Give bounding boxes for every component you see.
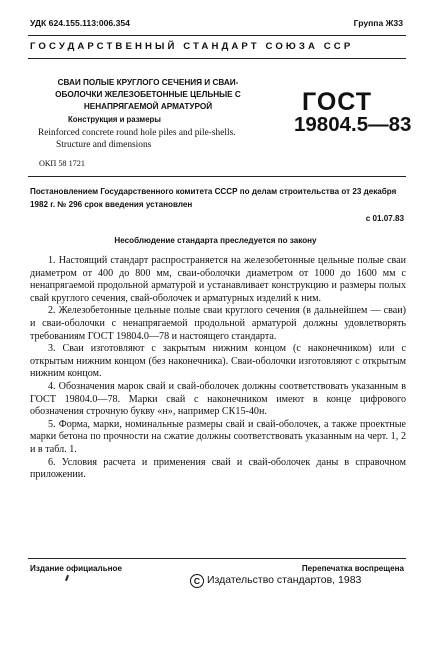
english-title-line-1: Reinforced concrete round hole piles and pile-shells. [38,128,236,138]
top-rule [28,35,406,36]
document-subtitle: Конструкция и размеры [68,115,161,124]
paragraph-3: 3. Сваи изготовляют с закрытым нижним концом (с наконечником) или с открытым нижним концом (без наконечника). Сваи-оболочки изготовляют с открытым нижним концом. [30,343,406,380]
body-text [30,255,406,482]
paragraph-1: 1. Настоящий стандарт распространяется на железобетонные цельные полые сваи диаметром от 400 до 800 мм, сваи-оболочки диаметром от 1000 до 1600 мм с ненапрягаемой продольной арматурой и устанавливает конструкцию и размеры полых свай круглого сечения, свай-оболочек и арматурных изделий к ним. [30,255,406,304]
group-code: Группа Ж33 [353,18,403,28]
paragraph-6: 6. Условия расчета и применения свай и свай-оболочек даны в справочном приложении. [30,456,406,481]
publisher-line [190,574,361,588]
paragraph-5: 5. Форма, марки, номинальные размеры свай и свай-оболочек, а также проектные марки бетона по прочности на сжатие должны соответствовать указанным на черт. 1, 2 и в табл. 1. [30,418,406,455]
gost-label: ГОСТ [302,88,372,116]
state-standard-heading: ГОСУДАРСТВЕННЫЙ СТАНДАРТ СОЮЗА ССР [30,41,354,52]
gost-number: 19804.5—83 [294,113,412,136]
official-edition-label: Издание официальное [30,564,122,573]
document-title: СВАИ ПОЛЫЕ КРУГЛОГО СЕЧЕНИЯ И СВАИ-ОБОЛОЧКИ ЖЕЛЕЗОБЕТОННЫЕ ЦЕЛЬНЫЕ С НЕНАПРЯГАЕМОЙ АРМАТУРОЙ [55,78,241,112]
reprint-notice: Перепечатка воспрещена [301,564,404,573]
effective-date: с 01.07.83 [365,214,404,223]
ink-mark [65,575,69,581]
english-title-line-2: Structure and dimensions [56,140,152,150]
udk-code: УДК 624.155.113:006.354 [30,18,130,28]
mid-rule [28,176,406,177]
english-title [38,127,278,151]
paragraph-4: 4. Обозначения марок свай и свай-оболочек должны соответствовать указанным в ГОСТ 19804.0—78. Марки свай с наконечником имеют в конце цифрового обозначения строчную букву «н», например СК15-40н. [30,380,406,418]
footer-rule [28,558,406,559]
decree-text: Постановлением Государственного комитета СССР по делам строительства от 23 декабря 1982 г. № 296 срок введения установлен [30,187,397,209]
okp-code: ОКП 58 1721 [39,159,85,168]
paragraph-2: 2. Железобетонные цельные полые сваи круглого сечения (в дальнейшем — сваи) и сваи-оболочки с ненапрягаемой продольной арматурой должны удовлетворять требованиям ГОСТ 19804.0—78 и настоящего стандарта. [30,305,406,342]
legal-notice: Несоблюдение стандарта преследуется по закону [114,236,317,245]
heading-rule [28,58,406,59]
copyright-icon: C [190,574,204,588]
publisher-name: Издательство стандартов, 1983 [207,574,362,586]
